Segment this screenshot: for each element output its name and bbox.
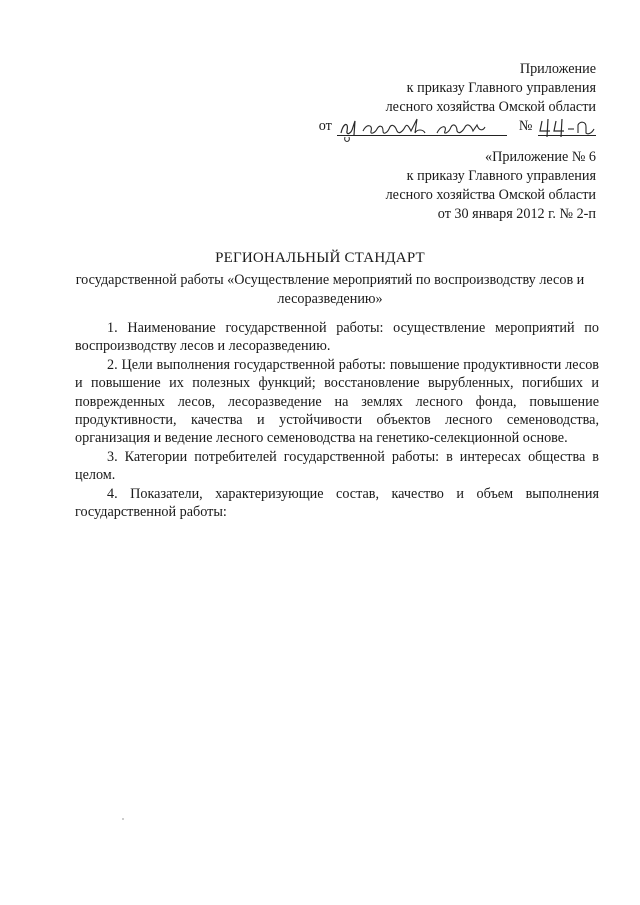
handwritten-date bbox=[337, 119, 507, 136]
appendix-header bbox=[319, 60, 596, 136]
paragraph-1: 1. Наименование государственной работы: осуществление мероприятий по воспроизводству лесов и лесоразведению. bbox=[75, 320, 599, 355]
date-prefix: от bbox=[318, 118, 332, 134]
scan-speck bbox=[122, 818, 124, 820]
paragraph-3: 3. Категории потребителей государственной работы: в интересах общества в целом. bbox=[75, 448, 599, 484]
amended-appendix-header bbox=[386, 148, 596, 224]
paragraph-2: 2. Цели выполнения государственной работы: повышение продуктивности лесов и повышение их полезных функций; восстановление вырубленных, погибших и поврежденных лесов, лесоразведение на землях лесного фонда, повышение продуктивности, качества и устойчивости объектов лесного семеноводства, организация и ведение лесного семеноводства на генетико-селекционной основе. bbox=[75, 356, 599, 447]
amended-appendix-date: от 30 января 2012 г. № 2-п bbox=[437, 206, 596, 222]
number-prefix: № bbox=[518, 118, 533, 134]
handwritten-date-signature bbox=[337, 113, 507, 143]
handwritten-number bbox=[538, 119, 596, 136]
appendix-authority: лесного хозяйства Омской области bbox=[385, 99, 596, 115]
appendix-label: Приложение bbox=[519, 61, 596, 77]
handwritten-number-signature bbox=[538, 113, 596, 143]
document-body bbox=[75, 319, 599, 521]
appendix-date-number bbox=[319, 117, 596, 136]
document-title: РЕГИОНАЛЬНЫЙ СТАНДАРТ bbox=[215, 250, 425, 266]
document-subtitle: государственной работы «Осуществление мероприятий по воспроизводству лесов и лесоразведению» bbox=[75, 272, 585, 307]
amended-appendix-order-ref: к приказу Главного управления bbox=[406, 168, 596, 184]
amended-appendix-authority: лесного хозяйства Омской области bbox=[385, 187, 596, 203]
appendix-order-ref: к приказу Главного управления bbox=[406, 80, 596, 96]
amended-appendix-label: «Приложение № 6 bbox=[485, 149, 596, 165]
paragraph-4: 4. Показатели, характеризующие состав, качество и объем выполнения государственной работы: bbox=[75, 485, 599, 521]
